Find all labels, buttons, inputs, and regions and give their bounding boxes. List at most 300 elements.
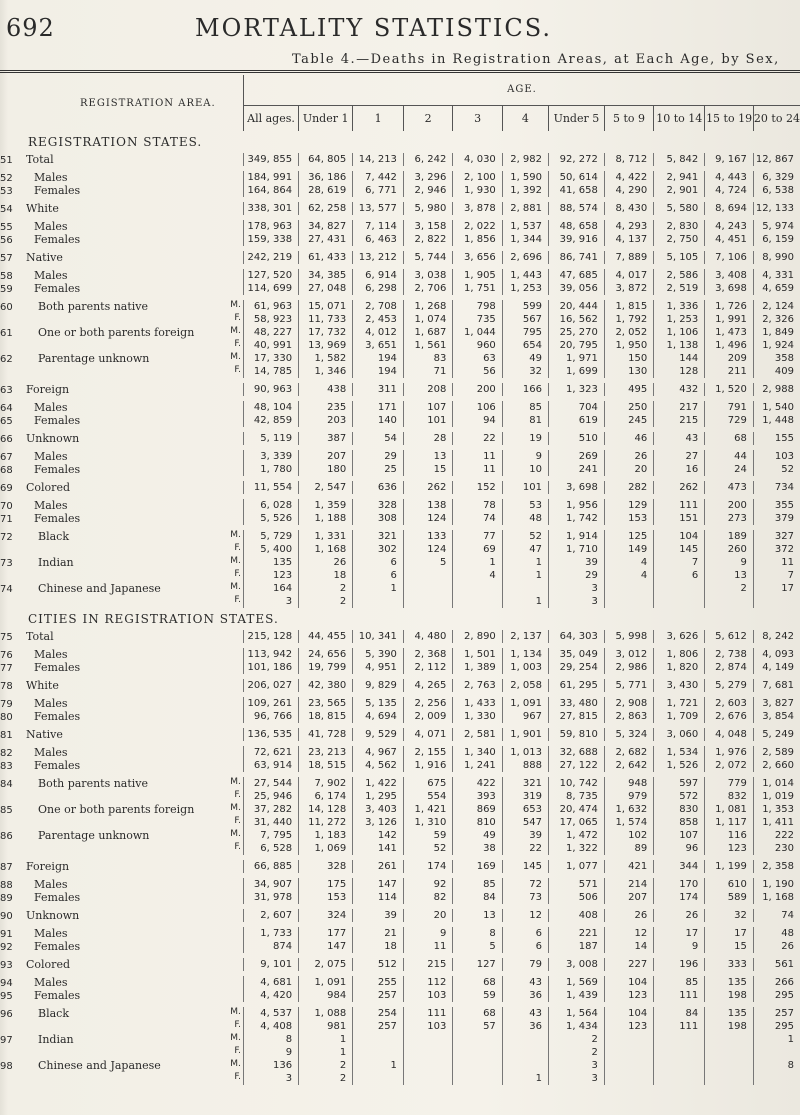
value-cell: 128	[654, 365, 705, 378]
value-cell: 255	[353, 976, 404, 989]
value-cell: 138	[403, 499, 452, 512]
value-cell: 1	[353, 582, 404, 595]
row-label: Females	[34, 233, 81, 246]
value-cell: 69	[453, 543, 502, 556]
value-cell: 3, 296	[403, 171, 452, 184]
value-cell: 2, 052	[604, 326, 653, 339]
value-cell: 169	[453, 860, 502, 873]
value-cell: 2, 988	[753, 383, 800, 396]
row-label: Colored	[26, 958, 70, 971]
value-cell: 27, 122	[549, 759, 605, 772]
value-cell: 571	[549, 878, 605, 891]
value-cell: 194	[353, 365, 404, 378]
value-cell: 73	[502, 891, 548, 904]
value-cell: 1, 742	[549, 512, 605, 525]
value-cell: 9	[705, 556, 754, 569]
value-cell: 14, 213	[353, 153, 404, 166]
value-cell: 150	[604, 352, 653, 365]
value-cell: 1, 710	[549, 543, 605, 556]
sex-marker: M.	[230, 829, 241, 839]
table-row	[0, 595, 800, 608]
value-cell: 17	[753, 582, 800, 595]
value-cell: 61, 963	[243, 300, 298, 313]
value-cell: 27	[654, 450, 705, 463]
value-cell: 7, 114	[353, 220, 404, 233]
table-row	[0, 171, 800, 184]
column-header: 2	[403, 105, 452, 131]
value-cell: 3, 403	[353, 803, 404, 816]
value-cell: 1, 344	[502, 233, 548, 246]
row-number: 61	[0, 328, 13, 339]
value-cell: 1, 389	[453, 661, 502, 674]
value-cell: 2, 708	[353, 300, 404, 313]
value-cell: 3	[549, 1072, 605, 1085]
value-cell: 9	[502, 450, 548, 463]
value-cell	[654, 1033, 705, 1046]
value-cell: 208	[403, 383, 452, 396]
value-cell: 422	[453, 777, 502, 790]
value-cell: 9, 101	[243, 958, 298, 971]
value-cell: 21	[353, 927, 404, 940]
row-number: 97	[0, 1035, 13, 1046]
value-cell	[403, 1046, 452, 1059]
value-cell: 3, 854	[753, 710, 800, 723]
value-cell: 266	[753, 976, 800, 989]
table-row	[0, 1007, 800, 1020]
table-row	[0, 251, 800, 264]
value-cell: 141	[353, 842, 404, 855]
value-cell	[753, 595, 800, 608]
value-cell: 71	[403, 365, 452, 378]
value-cell: 2, 946	[403, 184, 452, 197]
value-cell: 9	[243, 1046, 298, 1059]
value-cell: 3, 339	[243, 450, 298, 463]
value-cell: 1, 930	[453, 184, 502, 197]
table-row	[0, 1072, 800, 1085]
value-cell: 63	[453, 352, 502, 365]
value-cell	[753, 1046, 800, 1059]
value-cell: 7	[654, 556, 705, 569]
value-cell: 1, 433	[453, 697, 502, 710]
sex-marker: F.	[234, 569, 241, 579]
value-cell: 49	[502, 352, 548, 365]
value-cell: 260	[705, 543, 754, 556]
table-row	[0, 569, 800, 582]
row-number: 52	[0, 173, 13, 184]
value-cell: 39	[549, 556, 605, 569]
value-cell: 979	[604, 790, 653, 803]
row-label-cell	[0, 282, 243, 295]
value-cell: 82	[403, 891, 452, 904]
value-cell: 1, 168	[753, 891, 800, 904]
value-cell: 2, 581	[453, 728, 502, 741]
value-cell: 2, 547	[299, 481, 353, 494]
table-row	[0, 648, 800, 661]
row-label-cell	[0, 816, 243, 829]
table-row	[0, 582, 800, 595]
value-cell: 597	[654, 777, 705, 790]
value-cell: 101	[502, 481, 548, 494]
value-cell: 295	[753, 989, 800, 1002]
value-cell: 3, 651	[353, 339, 404, 352]
value-cell: 221	[549, 927, 605, 940]
row-label-cell	[0, 927, 243, 940]
value-cell: 78	[453, 499, 502, 512]
value-cell: 61, 295	[549, 679, 605, 692]
value-cell: 18, 515	[299, 759, 353, 772]
value-cell: 4, 681	[243, 976, 298, 989]
value-cell: 27, 431	[299, 233, 353, 246]
value-cell: 6, 242	[403, 153, 452, 166]
value-cell: 64, 805	[299, 153, 353, 166]
value-cell: 1, 496	[705, 339, 754, 352]
value-cell	[353, 595, 404, 608]
value-cell: 42, 859	[243, 414, 298, 427]
value-cell: 830	[654, 803, 705, 816]
value-cell: 20, 795	[549, 339, 605, 352]
value-cell: 1, 183	[299, 829, 353, 842]
sex-marker: F.	[234, 365, 241, 375]
value-cell: 5, 974	[753, 220, 800, 233]
value-cell	[353, 1033, 404, 1046]
value-cell: 387	[299, 432, 353, 445]
table-caption: Table 4.—Deaths in Registration Areas, at Each Age, by Sex,	[292, 52, 780, 67]
value-cell: 11, 733	[299, 313, 353, 326]
value-cell: 1	[502, 569, 548, 582]
value-cell: 13	[705, 569, 754, 582]
row-label-cell	[0, 860, 243, 873]
value-cell: 2, 890	[453, 630, 502, 643]
value-cell: 2	[299, 595, 353, 608]
row-label: Males	[34, 697, 68, 710]
value-cell: 1, 168	[299, 543, 353, 556]
row-label: Chinese and Japanese	[38, 1059, 161, 1072]
value-cell: 147	[353, 878, 404, 891]
row-number: 60	[0, 302, 13, 313]
value-cell: 242, 219	[243, 251, 298, 264]
value-cell: 567	[502, 313, 548, 326]
row-label: Males	[34, 499, 68, 512]
table-row	[0, 746, 800, 759]
value-cell: 20, 474	[549, 803, 605, 816]
value-cell: 2	[299, 582, 353, 595]
value-cell: 6, 914	[353, 269, 404, 282]
value-cell: 159, 338	[243, 233, 298, 246]
age-header: AGE.	[243, 75, 800, 105]
value-cell: 5, 580	[654, 202, 705, 215]
table-row	[0, 383, 800, 396]
value-cell: 207	[604, 891, 653, 904]
value-cell: 235	[299, 401, 353, 414]
row-number: 70	[0, 501, 13, 512]
table-row	[0, 860, 800, 873]
value-cell: 1, 346	[299, 365, 353, 378]
value-cell: 1, 439	[549, 989, 605, 1002]
table-row	[0, 1046, 800, 1059]
value-cell: 17	[705, 927, 754, 940]
value-cell: 39	[502, 829, 548, 842]
value-cell: 57	[453, 1020, 502, 1033]
row-label-cell	[0, 940, 243, 953]
value-cell: 9, 829	[353, 679, 404, 692]
value-cell: 4, 451	[705, 233, 754, 246]
value-cell	[705, 595, 754, 608]
row-number: 59	[0, 284, 13, 295]
table-row	[0, 710, 800, 723]
value-cell	[502, 582, 548, 595]
value-cell: 4, 290	[604, 184, 653, 197]
value-cell: 495	[604, 383, 653, 396]
value-cell: 2, 874	[705, 661, 754, 674]
row-label: Native	[26, 728, 63, 741]
value-cell: 2, 941	[654, 171, 705, 184]
value-cell: 86, 741	[549, 251, 605, 264]
value-cell	[502, 1033, 548, 1046]
value-cell: 5, 612	[705, 630, 754, 643]
value-cell: 135	[243, 556, 298, 569]
row-number: 71	[0, 514, 13, 525]
value-cell: 58, 923	[243, 313, 298, 326]
value-cell: 3, 012	[604, 648, 653, 661]
value-cell	[403, 1072, 452, 1085]
value-cell: 198	[705, 989, 754, 1002]
value-cell: 27, 048	[299, 282, 353, 295]
value-cell: 1, 081	[705, 803, 754, 816]
value-cell: 10, 341	[353, 630, 404, 643]
value-cell: 7, 681	[753, 679, 800, 692]
value-cell: 102	[604, 829, 653, 842]
value-cell: 11, 554	[243, 481, 298, 494]
row-label: Both parents native	[38, 300, 149, 313]
value-cell: 734	[753, 481, 800, 494]
value-cell: 1, 632	[604, 803, 653, 816]
row-label: Indian	[38, 556, 74, 569]
value-cell: 34, 827	[299, 220, 353, 233]
row-label-cell	[0, 648, 243, 661]
value-cell: 4, 480	[403, 630, 452, 643]
sex-marker: M.	[230, 1059, 241, 1069]
row-label-cell	[0, 746, 243, 759]
value-cell	[453, 1033, 502, 1046]
value-cell: 26	[753, 940, 800, 953]
value-cell: 6, 528	[243, 842, 298, 855]
table-row	[0, 816, 800, 829]
value-cell: 23, 565	[299, 697, 353, 710]
row-label-cell	[0, 171, 243, 184]
value-cell: 295	[753, 1020, 800, 1033]
row-label-cell	[0, 499, 243, 512]
table-row	[0, 697, 800, 710]
value-cell: 3, 626	[654, 630, 705, 643]
value-cell: 2, 256	[403, 697, 452, 710]
value-cell: 153	[604, 512, 653, 525]
table-row	[0, 1033, 800, 1046]
value-cell: 2, 075	[299, 958, 353, 971]
value-cell: 63, 914	[243, 759, 298, 772]
row-label-cell	[0, 313, 243, 326]
value-cell: 1, 188	[299, 512, 353, 525]
value-cell: 795	[502, 326, 548, 339]
value-cell: 3	[549, 1059, 605, 1072]
value-cell: 328	[353, 499, 404, 512]
value-cell: 26	[604, 909, 653, 922]
value-cell: 4, 331	[753, 269, 800, 282]
row-number: 95	[0, 991, 13, 1002]
value-cell: 27, 544	[243, 777, 298, 790]
value-cell	[403, 582, 452, 595]
table-row	[0, 530, 800, 543]
value-cell: 1, 472	[549, 829, 605, 842]
row-label: Total	[26, 153, 54, 166]
sex-marker: M.	[230, 300, 241, 310]
value-cell: 6	[502, 927, 548, 940]
value-cell	[453, 1046, 502, 1059]
value-cell	[654, 1072, 705, 1085]
sex-marker: M.	[230, 1033, 241, 1043]
value-cell: 4, 030	[453, 153, 502, 166]
value-cell: 3, 656	[453, 251, 502, 264]
value-cell: 25	[353, 463, 404, 476]
value-cell: 473	[705, 481, 754, 494]
value-cell: 145	[502, 860, 548, 873]
value-cell	[604, 1033, 653, 1046]
value-cell: 32	[705, 909, 754, 922]
value-cell: 4	[604, 569, 653, 582]
row-label: Females	[34, 184, 81, 197]
value-cell: 125	[604, 530, 653, 543]
table-row	[0, 326, 800, 339]
value-cell: 349, 855	[243, 153, 298, 166]
value-cell: 16	[654, 463, 705, 476]
value-cell: 1	[753, 1033, 800, 1046]
value-cell: 48, 227	[243, 326, 298, 339]
row-label-cell	[0, 803, 243, 816]
value-cell: 8	[243, 1033, 298, 1046]
value-cell: 198	[705, 1020, 754, 1033]
value-cell: 11	[453, 450, 502, 463]
row-number: 80	[0, 712, 13, 723]
value-cell: 96, 766	[243, 710, 298, 723]
value-cell: 52	[502, 530, 548, 543]
value-cell: 4, 537	[243, 1007, 298, 1020]
table-row	[0, 414, 800, 427]
value-cell: 9, 529	[353, 728, 404, 741]
value-cell: 14, 785	[243, 365, 298, 378]
value-cell: 96	[654, 842, 705, 855]
value-cell: 13	[403, 450, 452, 463]
value-cell: 1, 310	[403, 816, 452, 829]
value-cell: 56	[453, 365, 502, 378]
value-cell: 18	[353, 940, 404, 953]
table-row	[0, 401, 800, 414]
value-cell: 589	[705, 891, 754, 904]
value-cell: 8, 430	[604, 202, 653, 215]
row-label-cell	[0, 1046, 243, 1059]
value-cell: 133	[403, 530, 452, 543]
row-label: White	[26, 679, 59, 692]
row-label: Males	[34, 401, 68, 414]
row-label-cell	[0, 909, 243, 922]
value-cell: 735	[453, 313, 502, 326]
value-cell: 2, 676	[705, 710, 754, 723]
value-cell: 37, 282	[243, 803, 298, 816]
column-header: 20 to 24	[753, 105, 800, 131]
value-cell: 24	[705, 463, 754, 476]
value-cell: 32	[502, 365, 548, 378]
value-cell: 7, 442	[353, 171, 404, 184]
value-cell: 1, 013	[502, 746, 548, 759]
value-cell: 1, 199	[705, 860, 754, 873]
value-cell: 36	[502, 1020, 548, 1033]
row-label-cell	[0, 595, 243, 608]
value-cell	[604, 595, 653, 608]
value-cell: 1, 687	[403, 326, 452, 339]
value-cell: 52	[403, 842, 452, 855]
value-cell: 1, 976	[705, 746, 754, 759]
value-cell: 438	[299, 383, 353, 396]
row-label: Parentage unknown	[38, 352, 150, 365]
value-cell: 5, 998	[604, 630, 653, 643]
row-number: 69	[0, 483, 13, 494]
value-cell: 104	[604, 976, 653, 989]
table-row	[0, 543, 800, 556]
table-row	[0, 300, 800, 313]
value-cell: 85	[654, 976, 705, 989]
sex-marker: F.	[234, 313, 241, 323]
value-cell: 4, 293	[604, 220, 653, 233]
value-cell: 4, 694	[353, 710, 404, 723]
value-cell: 654	[502, 339, 548, 352]
row-number: 83	[0, 761, 13, 772]
value-cell: 136	[243, 1059, 298, 1072]
value-cell: 50, 614	[549, 171, 605, 184]
value-cell: 1	[453, 556, 502, 569]
value-cell: 11	[753, 556, 800, 569]
value-cell	[705, 1072, 754, 1085]
value-cell: 1, 295	[353, 790, 404, 803]
value-cell: 2	[549, 1033, 605, 1046]
row-label-cell	[0, 958, 243, 971]
value-cell: 1, 526	[654, 759, 705, 772]
value-cell: 6, 174	[299, 790, 353, 803]
value-cell: 49	[453, 829, 502, 842]
row-number: 78	[0, 681, 13, 692]
value-cell: 123	[604, 1020, 653, 1033]
value-cell: 1, 569	[549, 976, 605, 989]
value-cell: 15	[705, 940, 754, 953]
page-number: 692	[6, 14, 55, 42]
value-cell: 174	[403, 860, 452, 873]
value-cell: 174	[654, 891, 705, 904]
value-cell: 4, 137	[604, 233, 653, 246]
value-cell: 1, 924	[753, 339, 800, 352]
value-cell: 547	[502, 816, 548, 829]
row-label: Females	[34, 710, 81, 723]
row-label: Both parents native	[38, 777, 149, 790]
value-cell: 2, 763	[453, 679, 502, 692]
value-cell: 104	[654, 530, 705, 543]
value-cell: 114, 699	[243, 282, 298, 295]
row-number: 67	[0, 452, 13, 463]
table-row	[0, 679, 800, 692]
value-cell: 4, 659	[753, 282, 800, 295]
value-cell	[453, 582, 502, 595]
row-label: Males	[34, 220, 68, 233]
value-cell: 15	[403, 463, 452, 476]
value-cell: 2, 822	[403, 233, 452, 246]
value-cell: 89	[604, 842, 653, 855]
row-number: 66	[0, 434, 13, 445]
